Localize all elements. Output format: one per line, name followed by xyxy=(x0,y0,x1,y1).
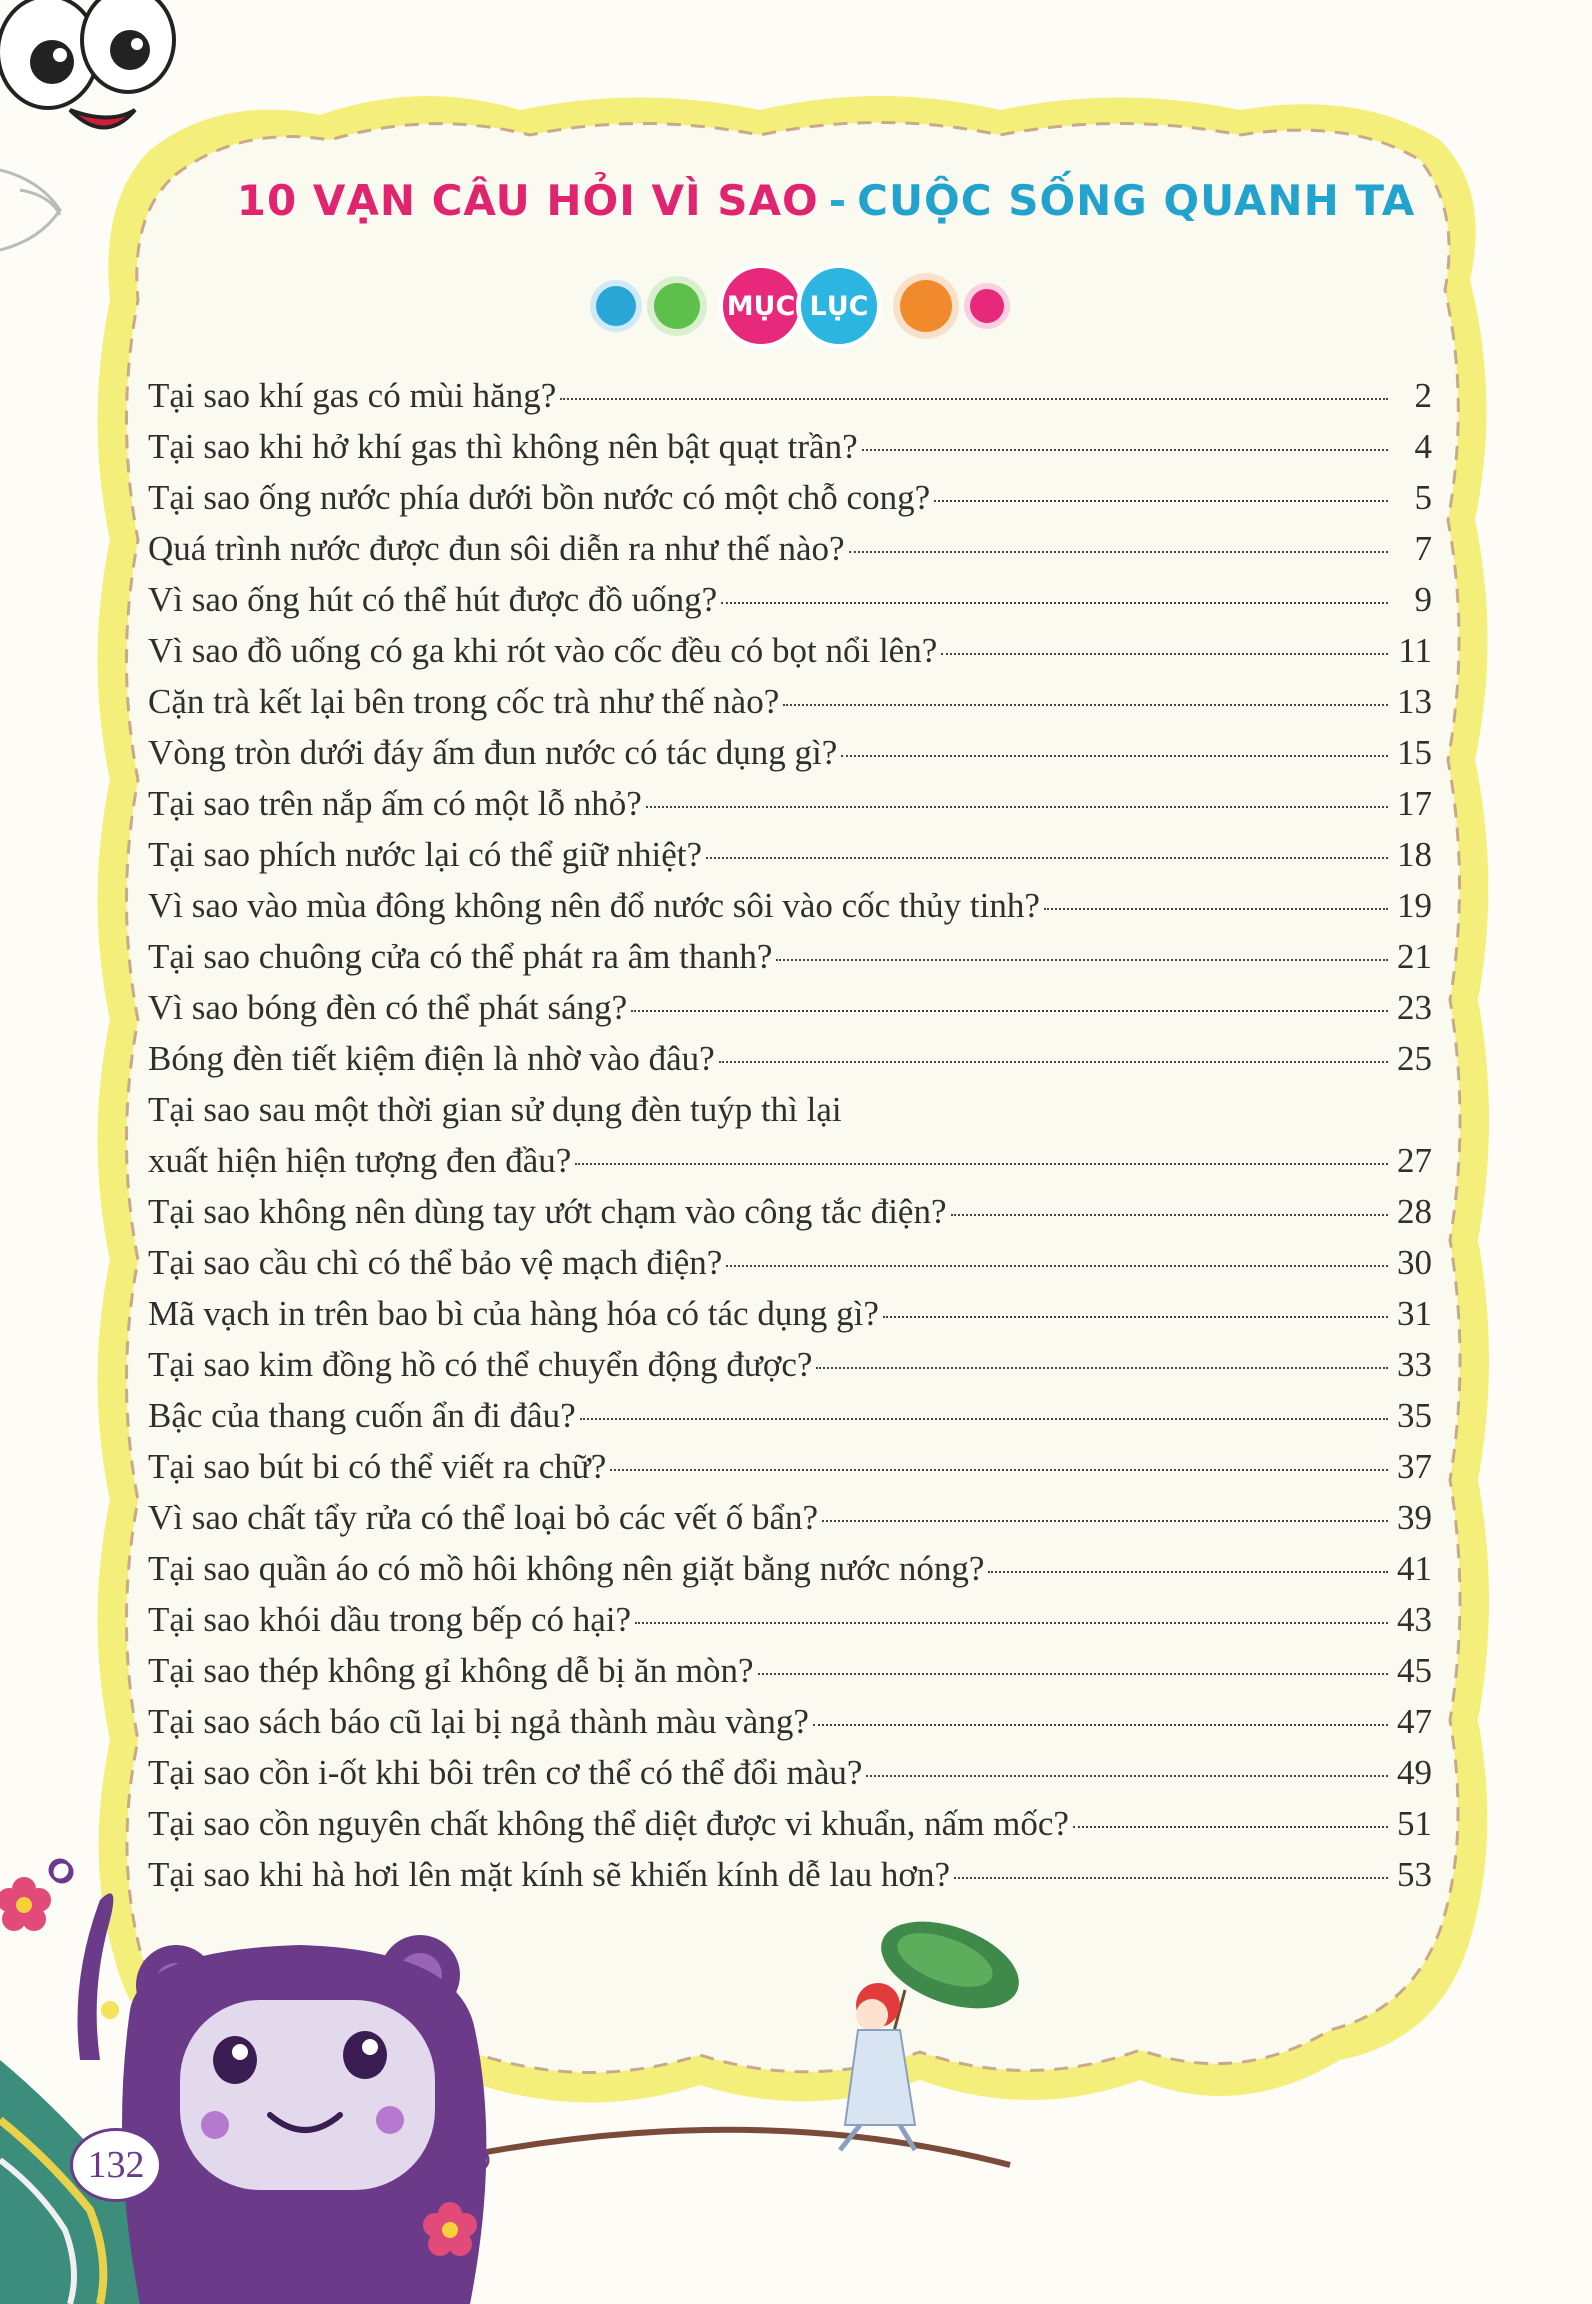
dot-leader xyxy=(610,1469,1388,1471)
toc-entry[interactable] xyxy=(148,1849,1432,1900)
toc-entry-continuation[interactable] xyxy=(148,1135,1432,1186)
toc-entry[interactable] xyxy=(148,982,1432,1033)
toc-entry[interactable] xyxy=(148,421,1432,472)
toc-heading-right: LỤC xyxy=(796,263,882,349)
toc-entry-page: 25 xyxy=(1397,1039,1432,1078)
dot-leader xyxy=(580,1418,1388,1420)
toc-entry[interactable] xyxy=(148,1441,1432,1492)
toc-entry-title: Vì sao ống hút có thể hút được đồ uống? xyxy=(148,580,718,619)
dot-leader xyxy=(719,1061,1388,1063)
toc-entry[interactable] xyxy=(148,1186,1432,1237)
toc-entry[interactable] xyxy=(148,1594,1432,1645)
toc-entry[interactable] xyxy=(148,1237,1432,1288)
table-of-contents xyxy=(148,370,1432,1900)
toc-entry-title: Tại sao cầu chì có thể bảo vệ mạch điện? xyxy=(148,1243,723,1282)
toc-entry-title: Tại sao chuông cửa có thể phát ra âm thanh? xyxy=(148,937,773,976)
toc-entry-page: 53 xyxy=(1397,1855,1432,1894)
dot-leader xyxy=(721,602,1388,604)
toc-entry-page: 15 xyxy=(1397,733,1432,772)
toc-entry-title: Vì sao vào mùa đông không nên đổ nước sôi vào cốc thủy tinh? xyxy=(148,886,1040,925)
toc-entry-page: 39 xyxy=(1397,1498,1432,1537)
toc-entry-title: Quá trình nước được đun sôi diễn ra như thế nào? xyxy=(148,529,845,568)
toc-entry-page: 51 xyxy=(1397,1804,1432,1843)
toc-entry[interactable] xyxy=(148,1543,1432,1594)
toc-entry-page: 43 xyxy=(1397,1600,1432,1639)
toc-entry-page: 31 xyxy=(1397,1294,1432,1333)
toc-entry[interactable] xyxy=(148,1288,1432,1339)
toc-entry[interactable] xyxy=(148,1339,1432,1390)
toc-entry[interactable] xyxy=(148,1492,1432,1543)
dot-leader xyxy=(934,500,1388,502)
toc-entry-page: 37 xyxy=(1397,1447,1432,1486)
toc-entry[interactable] xyxy=(148,1645,1432,1696)
toc-entry-title: Tại sao sách báo cũ lại bị ngả thành màu vàng? xyxy=(148,1702,809,1741)
decor-bubble xyxy=(596,286,636,326)
toc-entry-page: 47 xyxy=(1397,1702,1432,1741)
dot-leader xyxy=(816,1367,1388,1369)
toc-entry-page: 45 xyxy=(1397,1651,1432,1690)
decor-bubble xyxy=(654,283,700,329)
toc-entry-page: 5 xyxy=(1414,478,1432,517)
toc-entry-title: Tại sao khi hở khí gas thì không nên bật quạt trần? xyxy=(148,427,858,466)
toc-entry-page: 28 xyxy=(1397,1192,1432,1231)
toc-entry-page: 33 xyxy=(1397,1345,1432,1384)
toc-entry-page: 23 xyxy=(1397,988,1432,1027)
toc-entry-title: Tại sao thép không gỉ không dễ bị ăn mòn? xyxy=(148,1651,754,1690)
dot-leader xyxy=(862,449,1388,451)
toc-entry-page: 4 xyxy=(1414,427,1432,466)
toc-entry[interactable] xyxy=(148,523,1432,574)
dot-leader xyxy=(866,1775,1388,1777)
dot-leader xyxy=(646,806,1388,808)
page-number: 132 xyxy=(70,2128,162,2202)
dot-leader xyxy=(841,755,1388,757)
dot-leader xyxy=(706,857,1388,859)
toc-entry-title: Tại sao kim đồng hồ có thể chuyển động được? xyxy=(148,1345,813,1384)
toc-entry-page: 49 xyxy=(1397,1753,1432,1792)
dot-leader xyxy=(783,704,1388,706)
toc-entry-page: 17 xyxy=(1397,784,1432,823)
toc-entry[interactable] xyxy=(148,472,1432,523)
toc-entry[interactable] xyxy=(148,1390,1432,1441)
book-title-subtitle: CUỘC SỐNG QUANH TA xyxy=(857,175,1416,225)
toc-entry[interactable] xyxy=(148,1696,1432,1747)
toc-entry[interactable] xyxy=(148,778,1432,829)
decor-bubble xyxy=(900,280,952,332)
toc-entry-page: 21 xyxy=(1397,937,1432,976)
book-title xyxy=(237,176,1416,225)
toc-entry-page: 30 xyxy=(1397,1243,1432,1282)
toc-entry-title: Vì sao chất tẩy rửa có thể loại bỏ các vết ố bẩn? xyxy=(148,1498,819,1537)
toc-entry-page: 13 xyxy=(1397,682,1432,721)
dot-leader xyxy=(1044,908,1388,910)
book-title-separator: - xyxy=(828,175,848,225)
toc-entry-page: 41 xyxy=(1397,1549,1432,1588)
toc-entry-title: Vì sao đồ uống có ga khi rót vào cốc đều có bọt nổi lên? xyxy=(148,631,938,670)
dot-leader xyxy=(813,1724,1388,1726)
toc-entry-title: Tại sao khói dầu trong bếp có hại? xyxy=(148,1600,632,1639)
dot-leader xyxy=(635,1622,1388,1624)
toc-heading xyxy=(560,262,1040,350)
toc-entry-title: Cặn trà kết lại bên trong cốc trà như thế nào? xyxy=(148,682,780,721)
dot-leader xyxy=(560,398,1388,400)
dot-leader xyxy=(776,959,1388,961)
toc-entry-page: 18 xyxy=(1397,835,1432,874)
toc-entry[interactable] xyxy=(148,574,1432,625)
toc-entry-page: 35 xyxy=(1397,1396,1432,1435)
dot-leader xyxy=(883,1316,1388,1318)
toc-entry[interactable] xyxy=(148,676,1432,727)
toc-entry-title: Tại sao sau một thời gian sử dụng đèn tuýp thì lại xyxy=(148,1090,842,1129)
dot-leader xyxy=(758,1673,1388,1675)
toc-entry-page: 19 xyxy=(1397,886,1432,925)
toc-entry-page: 11 xyxy=(1398,631,1432,670)
dot-leader xyxy=(988,1571,1388,1573)
dot-leader xyxy=(849,551,1388,553)
toc-entry-title: Tại sao phích nước lại có thể giữ nhiệt? xyxy=(148,835,703,874)
toc-entry-title: Tại sao khi hà hơi lên mặt kính sẽ khiến kính dễ lau hơn? xyxy=(148,1855,950,1894)
toc-entry-title: Tại sao bút bi có thể viết ra chữ? xyxy=(148,1447,607,1486)
book-title-series: 10 VẠN CÂU HỎI VÌ SAO xyxy=(236,175,819,225)
dot-leader xyxy=(575,1163,1388,1165)
toc-entry[interactable] xyxy=(148,880,1432,931)
toc-entry-title: Bóng đèn tiết kiệm điện là nhờ vào đâu? xyxy=(148,1039,715,1078)
toc-entry-title: Tại sao trên nắp ấm có một lỗ nhỏ? xyxy=(148,784,642,823)
toc-entry[interactable] xyxy=(148,1747,1432,1798)
book-title-bar xyxy=(196,170,1456,230)
toc-entry-page: 27 xyxy=(1397,1141,1432,1180)
toc-entry-title: Tại sao cồn nguyên chất không thể diệt được vi khuẩn, nấm mốc? xyxy=(148,1804,1069,1843)
toc-entry-title: Vì sao bóng đèn có thể phát sáng? xyxy=(148,988,628,1027)
toc-entry-page: 9 xyxy=(1414,580,1432,619)
dot-leader xyxy=(951,1214,1389,1216)
toc-entry-title: Bậc của thang cuốn ẩn đi đâu? xyxy=(148,1396,576,1435)
dot-leader xyxy=(954,1877,1388,1879)
dot-leader xyxy=(726,1265,1388,1267)
toc-entry[interactable] xyxy=(148,931,1432,982)
toc-entry[interactable] xyxy=(148,625,1432,676)
toc-entry[interactable] xyxy=(148,1033,1432,1084)
toc-heading-left: MỤC xyxy=(718,263,804,349)
toc-entry-title: Tại sao ống nước phía dưới bồn nước có một chỗ cong? xyxy=(148,478,931,517)
toc-entry-title: Tại sao quần áo có mồ hôi không nên giặt bằng nước nóng? xyxy=(148,1549,985,1588)
dot-leader xyxy=(1073,1826,1388,1828)
toc-entry-page: 2 xyxy=(1414,376,1432,415)
toc-entry-title: Tại sao không nên dùng tay ướt chạm vào công tắc điện? xyxy=(148,1192,947,1231)
dot-leader xyxy=(631,1010,1388,1012)
toc-entry-title: Tại sao cồn i-ốt khi bôi trên cơ thể có thể đổi màu? xyxy=(148,1753,863,1792)
dot-leader xyxy=(822,1520,1388,1522)
toc-entry-title: xuất hiện hiện tượng đen đầu? xyxy=(148,1141,572,1180)
toc-entry-title: Vòng tròn dưới đáy ấm đun nước có tác dụng gì? xyxy=(148,733,838,772)
toc-entry[interactable] xyxy=(148,370,1432,421)
toc-entry-first-line[interactable] xyxy=(148,1084,1432,1135)
dot-leader xyxy=(941,653,1388,655)
toc-entry-page: 7 xyxy=(1414,529,1432,568)
toc-entry[interactable] xyxy=(148,727,1432,778)
toc-entry[interactable] xyxy=(148,1798,1432,1849)
toc-entry-title: Tại sao khí gas có mùi hăng? xyxy=(148,376,557,415)
decor-bubble xyxy=(970,289,1004,323)
toc-entry[interactable] xyxy=(148,829,1432,880)
toc-entry-title: Mã vạch in trên bao bì của hàng hóa có tác dụng gì? xyxy=(148,1294,879,1333)
